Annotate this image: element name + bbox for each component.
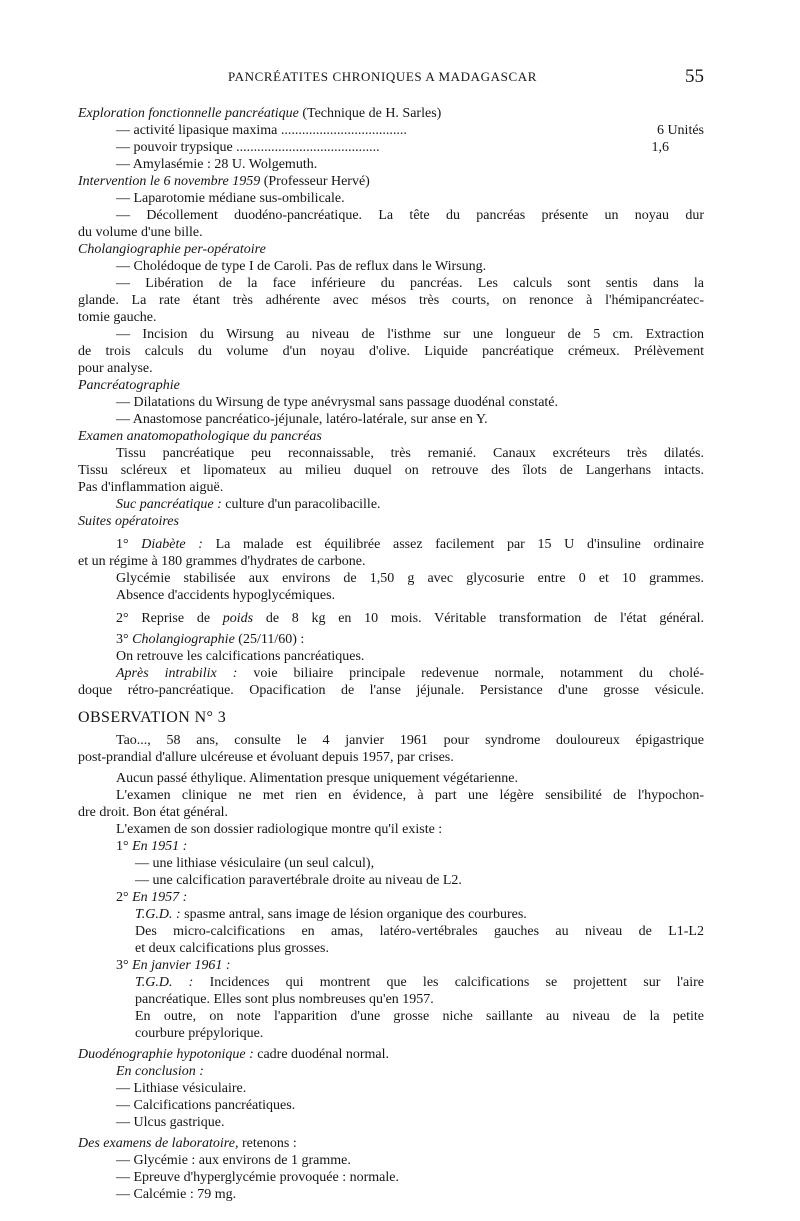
text-line: — Glycémie : aux environs de 1 gramme. <box>116 1153 351 1168</box>
text-line: dre droit. Bon état général. <box>78 805 229 820</box>
section-heading: Exploration fonctionnelle pancréatique (Technique de H. Sarles) <box>78 106 442 121</box>
text-line: — Anastomose pancréatico-jéjunale, latéro-latérale, sur anse en Y. <box>116 412 488 427</box>
text-line: Pas d'inflammation aiguë. <box>78 480 224 495</box>
section-heading: Duodénographie hypotonique : cadre duodénal normal. <box>78 1047 390 1062</box>
text-line: — Calcifications pancréatiques. <box>116 1098 296 1113</box>
text-line: — pouvoir trypsique ......................................... 1,6 <box>116 140 669 155</box>
text-line: Tissu scléreux et lipomateux au milieu duquel on retrouve des îlots de Langerhans intacts. <box>78 463 704 478</box>
text-line: et deux calcifications plus grosses. <box>135 941 330 956</box>
text-line: 1° En 1951 : <box>116 839 188 854</box>
page-header <box>78 66 704 88</box>
text-line: — Ulcus gastrique. <box>116 1115 225 1130</box>
text-line: Absence d'accidents hypoglycémiques. <box>116 588 336 603</box>
text-line: L'examen de son dossier radiologique montre qu'il existe : <box>116 822 443 837</box>
text-line: — Lithiase vésiculaire. <box>116 1081 247 1096</box>
document-body <box>78 105 704 1203</box>
text-line: — Amylasémie : 28 U. Wolgemuth. <box>116 157 318 172</box>
text-line: Des micro-calcifications en amas, latéro-vertébrales gauches au niveau de L1-L2 <box>135 924 704 939</box>
text-line: de trois calculs du volume d'un noyau d'olive. Liquide pancréatique crémeux. Prélèvement <box>78 344 704 359</box>
section-heading: Intervention le 6 novembre 1959 (Professeur Hervé) <box>78 174 370 189</box>
text-line: 2° Reprise de poids de 8 kg en 10 mois. Véritable transformation de l'état général. <box>116 611 704 626</box>
section-heading: Suites opératoires <box>78 514 179 529</box>
text-line: courbure prépylorique. <box>135 1026 264 1041</box>
text-line: — activité lipasique maxima .................................... 6 Unités <box>116 123 704 138</box>
text-line: — Calcémie : 79 mg. <box>116 1187 237 1202</box>
text-line: 3° Cholangiographie (25/11/60) : <box>116 632 305 647</box>
section-heading: Des examens de laboratoire, retenons : <box>78 1136 297 1151</box>
text-line: — Incision du Wirsung au niveau de l'isthme sur une longueur de 5 cm. Extraction <box>116 327 704 342</box>
text-line: glande. La rate étant très adhérente avec mésos très courts, on renonce à l'hémipancréatec- <box>78 293 704 308</box>
text-line: pour analyse. <box>78 361 153 376</box>
leader-dots: ......................................... <box>236 140 380 155</box>
text-line: du volume d'une bille. <box>78 225 203 240</box>
text-line: — Dilatations du Wirsung de type anévrysmal sans passage duodénal constaté. <box>116 395 559 410</box>
section-heading: Pancréatographie <box>78 378 180 393</box>
running-title: PANCRÉATITES CHRONIQUES A MADAGASCAR <box>228 69 537 84</box>
text-line: — Cholédoque de type I de Caroli. Pas de reflux dans le Wirsung. <box>116 259 487 274</box>
page-number: 55 <box>685 66 704 87</box>
text-line: T.G.D. : spasme antral, sans image de lésion organique des courbures. <box>135 907 527 922</box>
text-line: — Libération de la face inférieure du pancréas. Les calculs sont sentis dans la <box>116 276 704 291</box>
text-line: En outre, on note l'apparition d'une grosse niche saillante au niveau de la petite <box>135 1009 704 1024</box>
leader-dots: .................................... <box>280 123 407 138</box>
text-line: Aucun passé éthylique. Alimentation presque uniquement végétarienne. <box>116 771 518 786</box>
text-line: pancréatique. Elles sont plus nombreuses qu'en 1957. <box>135 992 434 1007</box>
text-line: Suc pancréatique : culture d'un paracolibacille. <box>116 497 381 512</box>
section-heading: Cholangiographie per-opératoire <box>78 242 266 257</box>
observation-title: OBSERVATION N° 3 <box>78 709 227 726</box>
text-line: L'examen clinique ne met rien en évidence, à part une légère sensibilité de l'hypochon- <box>116 788 704 803</box>
text-line: tomie gauche. <box>78 310 157 325</box>
result-value: 6 Unités <box>656 123 704 138</box>
text-line: — Décollement duodéno-pancréatique. La tête du pancréas présente un noyau dur <box>116 208 704 223</box>
text-line: Tissu pancréatique peu reconnaissable, très remanié. Canaux excréteurs très dilatés. <box>116 446 704 461</box>
text-line: T.G.D. : Incidences qui montrent que les calcifications se projettent sur l'aire <box>135 975 704 990</box>
text-line: post-prandial d'allure ulcéreuse et évoluant depuis 1957, par crises. <box>78 750 454 765</box>
text-line: — une calcification paravertébrale droite au niveau de L2. <box>135 873 462 888</box>
text-line: Glycémie stabilisée aux environs de 1,50 g avec glycosurie entre 0 et 10 grammes. <box>116 571 704 586</box>
text-line: et un régime à 180 grammes d'hydrates de carbone. <box>78 554 366 569</box>
text-line: — une lithiase vésiculaire (un seul calcul), <box>135 856 375 871</box>
text-line: — Epreuve d'hyperglycémie provoquée : normale. <box>116 1170 399 1185</box>
text-line: Tao..., 58 ans, consulte le 4 janvier 1961 pour syndrome douloureux épigastrique <box>116 733 704 748</box>
section-heading: Examen anatomopathologique du pancréas <box>78 429 322 444</box>
result-value: 1,6 <box>651 140 669 155</box>
text-line: On retrouve les calcifications pancréatiques. <box>116 649 365 664</box>
text-line: — Laparotomie médiane sus-ombilicale. <box>116 191 345 206</box>
text-line: 3° En janvier 1961 : <box>116 958 231 973</box>
text-line: 2° En 1957 : <box>116 890 188 905</box>
text-line: En conclusion : <box>116 1064 204 1079</box>
text-line: doque rétro-pancréatique. Opacification de l'anse jéjunale. Persistance d'une grosse vésicule. <box>78 683 704 698</box>
text-line: Après intrabilix : voie biliaire principale redevenue normale, notamment du cholé- <box>116 666 704 681</box>
text-line: 1° Diabète : La malade est équilibrée assez facilement par 15 U d'insuline ordinaire <box>116 537 704 552</box>
